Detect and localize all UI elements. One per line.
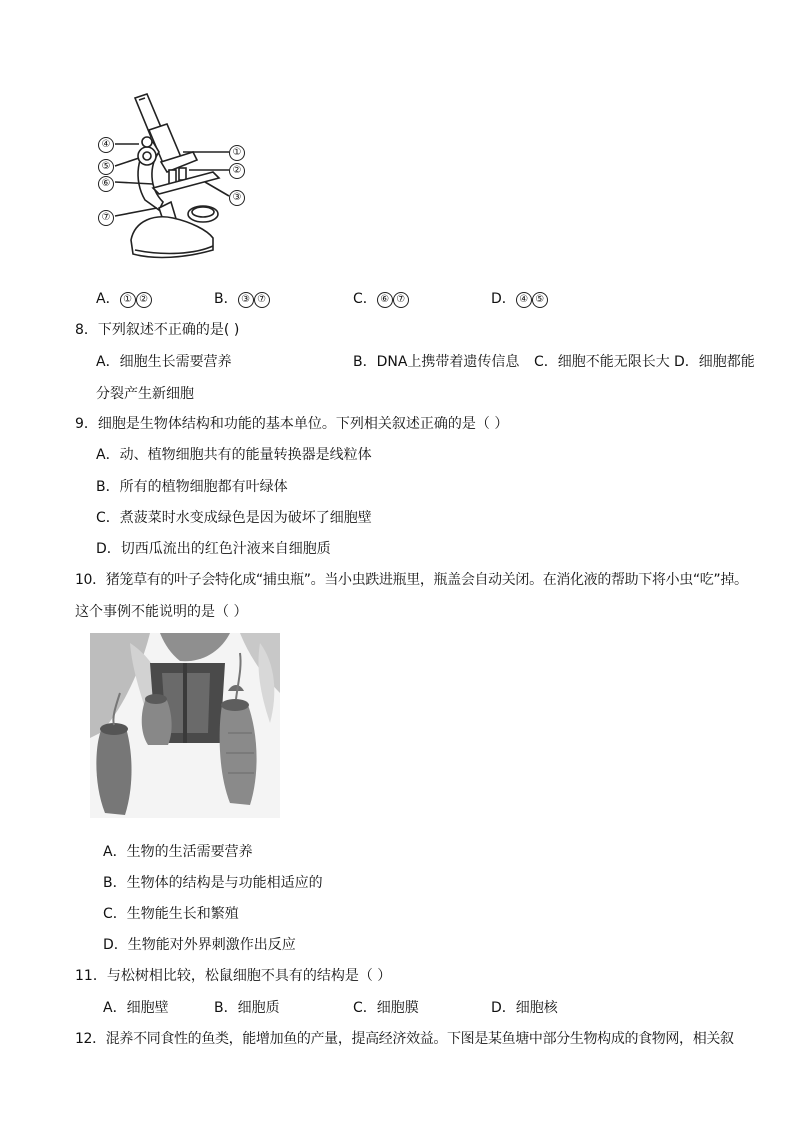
microscope-label-6: ⑥	[98, 176, 114, 192]
option-circle-num: ⑥	[377, 292, 393, 308]
option-circle-num: ③	[238, 292, 254, 308]
q11-option-c[interactable]: C．细胞膜	[353, 1000, 419, 1016]
q11-stem: 11．与松树相比较，松鼠细胞不具有的结构是（ ）	[75, 968, 392, 984]
q10-option-c[interactable]: C．生物能生长和繁殖	[103, 906, 239, 922]
option-circle-num: ④	[516, 292, 532, 308]
pitcher-plant-drawing	[90, 633, 280, 818]
microscope-figure	[95, 90, 265, 260]
q7-option-a[interactable]	[96, 289, 152, 309]
microscope-label-5: ⑤	[98, 159, 114, 175]
q10-stem-line1: 10．猪笼草有的叶子会特化成“捕虫瓶”。当小虫跌进瓶里，瓶盖会自动关闭。在消化液的帮助下将小虫“吃”掉。	[75, 572, 748, 588]
q9-option-d[interactable]: D．切西瓜流出的红色汁液来自细胞质	[96, 541, 331, 557]
option-circle-num: ②	[136, 292, 152, 308]
option-circle-num: ⑤	[532, 292, 548, 308]
q8-option-b[interactable]: B．DNA上携带着遗传信息	[353, 354, 520, 370]
q10-option-b[interactable]: B．生物体的结构是与功能相适应的	[103, 875, 323, 891]
option-circle-num: ⑦	[254, 292, 270, 308]
q12-stem: 12．混养不同食性的鱼类，能增加鱼的产量，提高经济效益。下图是某鱼塘中部分生物构成的食物网，相关叙	[75, 1031, 734, 1047]
q9-option-a[interactable]: A．动、植物细胞共有的能量转换器是线粒体	[96, 447, 372, 463]
q8-option-a[interactable]: A．细胞生长需要营养	[96, 354, 232, 370]
microscope-label-1: ①	[229, 145, 245, 161]
q8-option-d[interactable]: D．细胞都能	[674, 354, 755, 370]
microscope-label-7: ⑦	[98, 210, 114, 226]
microscope-label-3: ③	[229, 190, 245, 206]
option-letter: C．	[353, 291, 377, 307]
option-letter: D．	[491, 291, 516, 307]
q7-option-c[interactable]	[353, 289, 409, 309]
microscope-label-4: ④	[98, 137, 114, 153]
q11-option-d[interactable]: D．细胞核	[491, 1000, 558, 1016]
option-letter: A．	[96, 291, 120, 307]
pitcher-plant-image	[90, 633, 280, 818]
q7-option-d[interactable]	[491, 289, 548, 309]
microscope-label-2: ②	[229, 163, 245, 179]
option-circle-num: ①	[120, 292, 136, 308]
q8-stem: 8．下列叙述不正确的是( )	[75, 322, 240, 338]
q8-option-d-continued: 分裂产生新细胞	[96, 386, 194, 402]
q7-option-b[interactable]	[214, 289, 270, 309]
q9-option-b[interactable]: B．所有的植物细胞都有叶绿体	[96, 479, 288, 495]
option-circle-num: ⑦	[393, 292, 409, 308]
q8-option-c[interactable]: C．细胞不能无限长大	[534, 354, 670, 370]
q9-option-c[interactable]: C．煮菠菜时水变成绿色是因为破坏了细胞壁	[96, 510, 372, 526]
q10-option-d[interactable]: D．生物能对外界刺激作出反应	[103, 937, 296, 953]
q11-option-a[interactable]: A．细胞壁	[103, 1000, 169, 1016]
q9-stem: 9．细胞是生物体结构和功能的基本单位。下列相关叙述正确的是（ ）	[75, 416, 509, 432]
q10-stem-line2: 这个事例不能说明的是（ ）	[75, 604, 248, 620]
option-letter: B．	[214, 291, 238, 307]
q10-option-a[interactable]: A．生物的生活需要营养	[103, 844, 253, 860]
q11-option-b[interactable]: B．细胞质	[214, 1000, 280, 1016]
